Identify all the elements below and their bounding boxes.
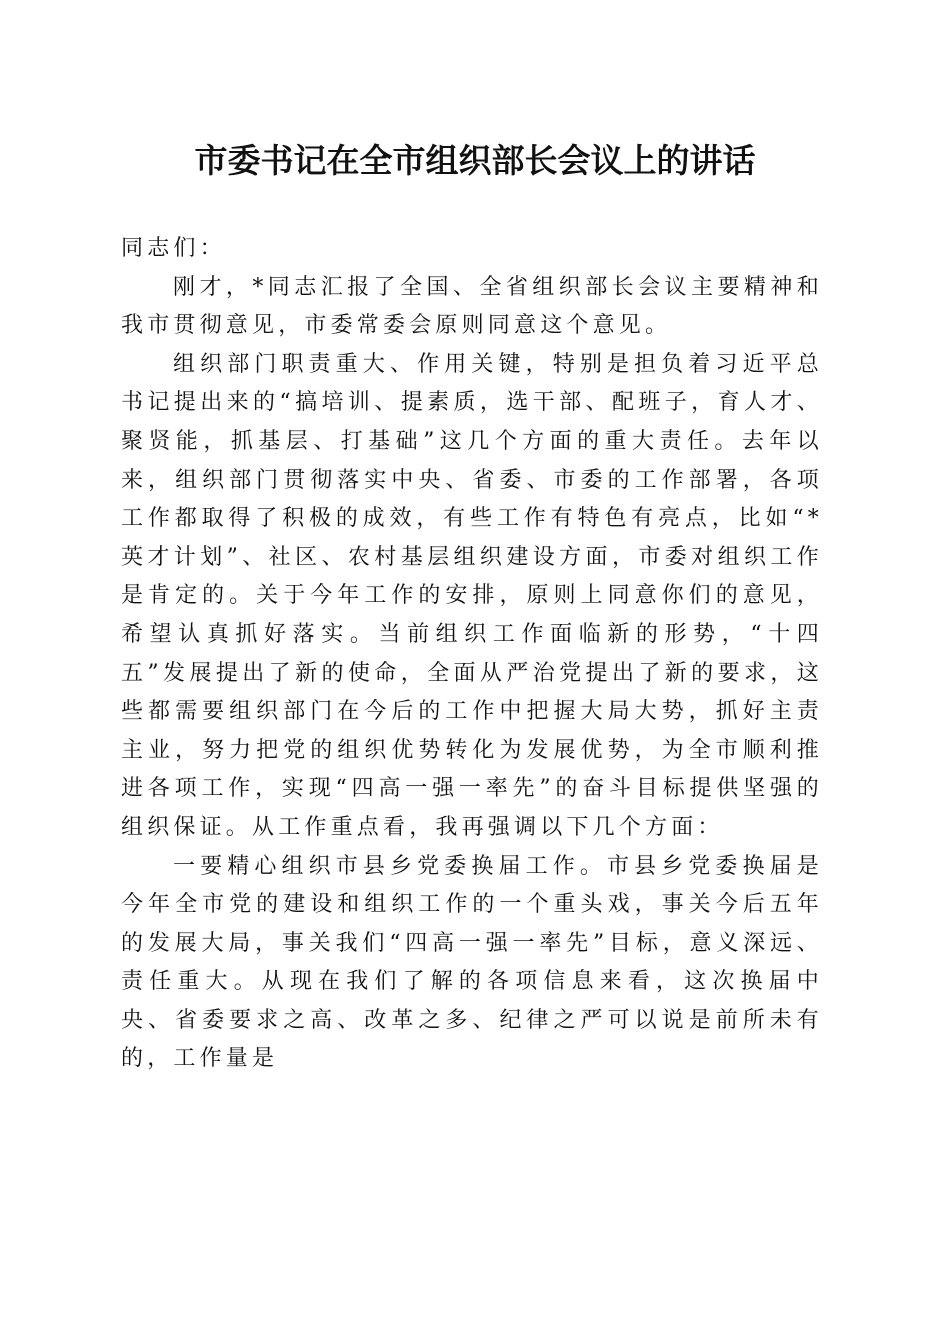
paragraph: 一要精心组织市县乡党委换届工作。市县乡党委换届是今年全市党的建设和组织工作的一个重头戏，事关今后五年的发展大局，事关我们“四高一强一率先”目标，意义深远、责任重大。从现在我们了解的各项信息来看，这次换届中央、省委要求之高、改革之多、纪律之严可以说是前所未有的，工作量是 xyxy=(121,853,823,1072)
paragraph: 组织部门职责重大、作用关键，特别是担负着习近平总书记提出来的“搞培训、提素质，选干部、配班子，育人才、聚贤能，抓基层、打基础”这几个方面的重大责任。去年以来，组织部门贯彻落实中央、省委、市委的工作部署，各项工作都取得了积极的成效，有些工作有特色有亮点，比如“*英才计划”、社区、农村基层组织建设方面，市委对组织工作是肯定的。关于今年工作的安排，原则上同意你们的意见，希望认真抓好落实。当前组织工作面临新的形势，“十四五”发展提出了新的使命，全面从严治党提出了新的要求，这些都需要组织部门在今后的工作中把握大局大势，抓好主责主业，努力把党的组织优势转化为发展优势，为全市顺利推进各项工作，实现“四高一强一率先”的奋斗目标提供坚强的组织保证。从工作重点看，我再强调以下几个方面： xyxy=(121,351,823,840)
document-body xyxy=(121,230,823,1079)
document-title: 市委书记在全市组织部长会议上的讲话 xyxy=(194,141,756,180)
paragraph: 刚才，*同志汇报了全国、全省组织部长会议主要精神和我市贯彻意见，市委常委会原则同意这个意见。 xyxy=(121,274,823,339)
salutation: 同志们： xyxy=(121,236,226,261)
